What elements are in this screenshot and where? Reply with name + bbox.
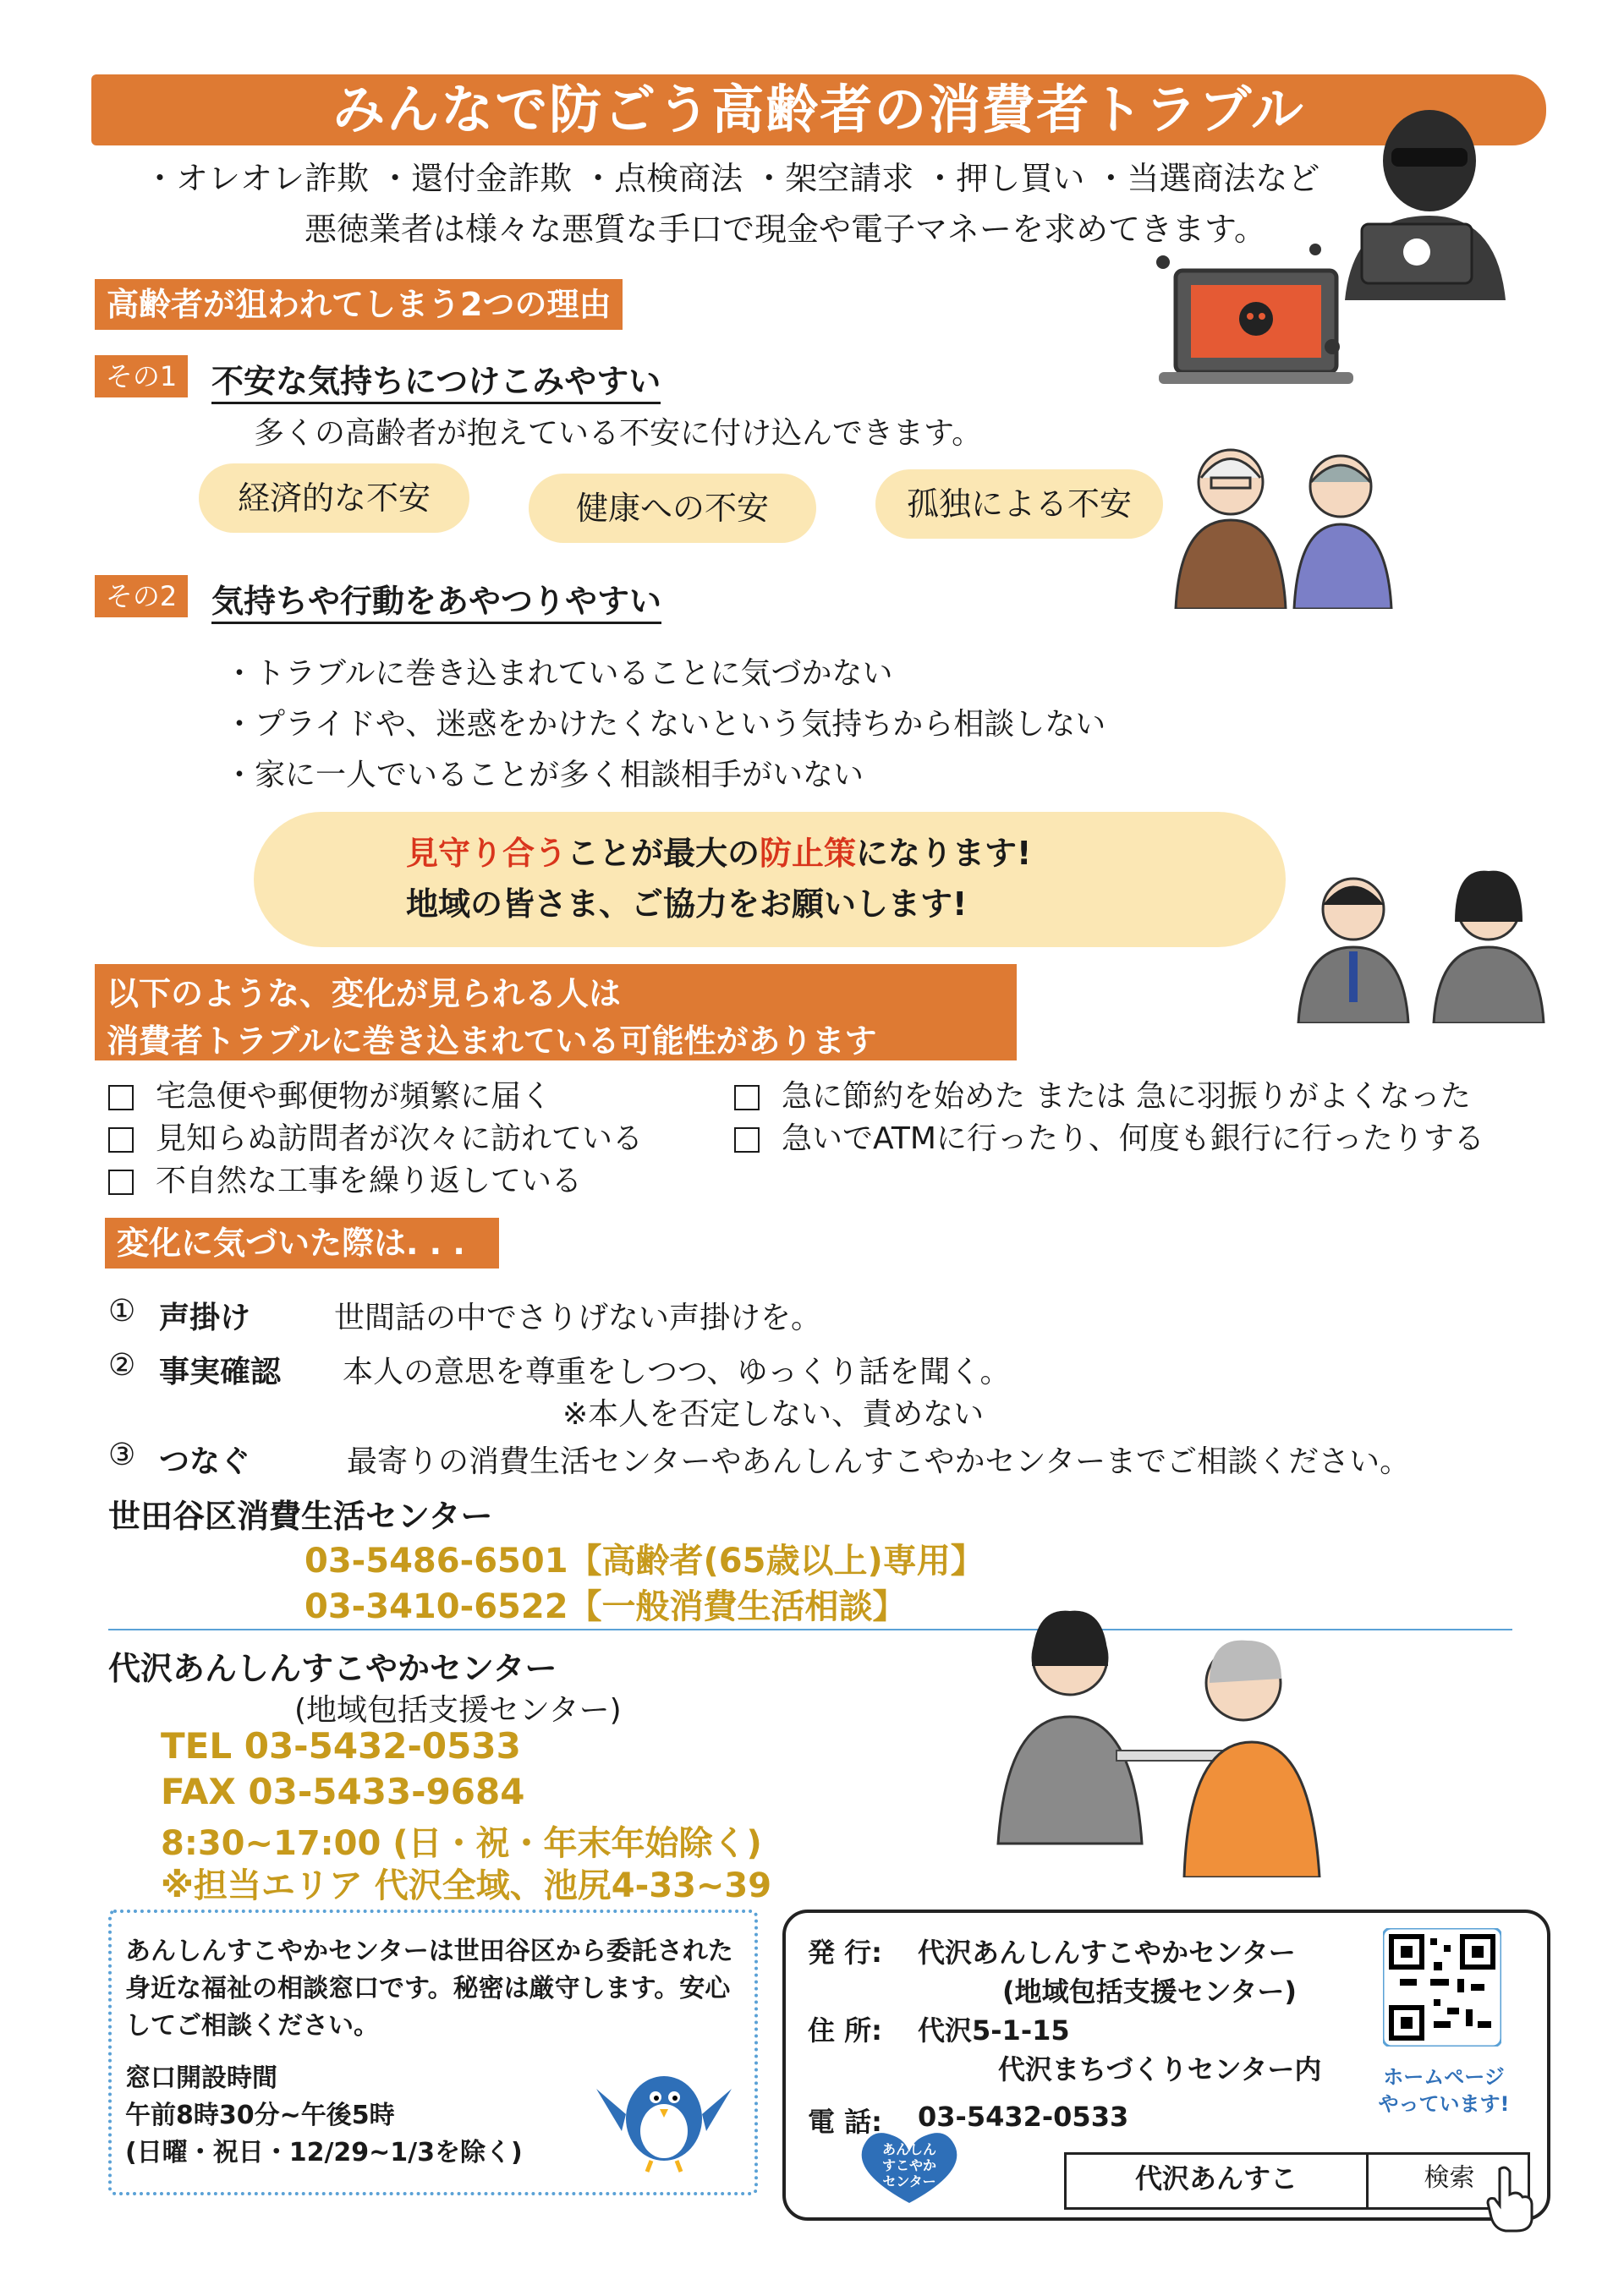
homepage-note: ホームページ やっています! (1378, 2065, 1510, 2116)
sign-item: 見知らぬ訪問者が次々に訪れている (108, 1115, 643, 1158)
appeal-emphasis-prevention: 防止策 (760, 835, 857, 872)
address-label: 住 所: (808, 2014, 882, 2047)
staff-illustration (1286, 863, 1556, 1023)
sign-item: 急いでATMに行ったり、何度も銀行に行ったりする (734, 1115, 1484, 1158)
consumer-center-phone: 03-3410-6522【一般消費生活相談】 (304, 1587, 907, 1626)
search-button[interactable]: 検索 (1366, 2152, 1530, 2210)
anxiety-bubble-health: 健康への不安 (529, 474, 816, 543)
ansuko-hours: 8:30~17:00 (日・祝・年末年始除く) (161, 1824, 762, 1863)
info-closed-days: (日曜・祝日・12/29~1/3を除く) (125, 2138, 523, 2167)
actions-heading: 変化に気づいた際は. . . (105, 1218, 499, 1269)
consultation-illustration (981, 1590, 1336, 1877)
signs-heading-line2: 消費者トラブルに巻き込まれている可能性があります (107, 1022, 877, 1060)
scam-list: ・オレオレ詐欺 ・還付金詐欺 ・点検商法 ・架空請求 ・押し買い ・当選商法など (144, 160, 1320, 197)
checkbox-icon (108, 1170, 134, 1195)
signs-heading-line1: 以下のような、変化が見られる人は (107, 975, 622, 1012)
appeal-emphasis-watch: 見守り合う (406, 835, 568, 872)
ansuko-name: 代沢あんしんすこやかセンター (108, 1650, 557, 1687)
issuer-label: 発 行: (808, 1937, 882, 1969)
consumer-center-phone: 03-5486-6501【高齢者(65歳以上)専用】 (304, 1542, 985, 1581)
search-input[interactable]: 代沢あんすこ (1134, 2162, 1298, 2195)
checkbox-icon (734, 1085, 760, 1110)
sign-item: 不自然な工事を繰り返している (108, 1157, 582, 1200)
info-description: あんしんすこやかセンターは世田谷区から委託された身近な福祉の相談窓口です。秘密は厳守します。安心してご相談ください。 (125, 1937, 733, 2041)
ansuko-fax: FAX 03-5433-9684 (161, 1771, 525, 1812)
consumer-center-name: 世田谷区消費生活センター (108, 1498, 493, 1535)
anxiety-bubble-economic: 経済的な不安 (199, 463, 469, 533)
phone-label: 電 話: (808, 2106, 882, 2138)
bird-mascot-icon (592, 2047, 736, 2173)
elderly-couple-illustration (1167, 440, 1396, 609)
reason2-tag: その2 (95, 575, 188, 617)
reason1-desc: 多くの高齢者が抱えている不安に付け込んできます。 (254, 416, 983, 451)
publisher-phone: 03-5432-0533 (918, 2101, 1129, 2133)
reason2-item: ・トラブルに巻き込まれていることに気づかない (224, 656, 893, 691)
reason1-title: 不安な気持ちにつけこみやすい (211, 355, 661, 404)
action-step-text: 世間話の中でさりげない声掛けを。 (334, 1301, 822, 1335)
address-sub: 代沢まちづくりセンター内 (998, 2053, 1322, 2085)
reason2-title: 気持ちや行動をあやつりやすい (211, 575, 661, 624)
action-step-number: ① (108, 1294, 136, 1329)
issuer-sub: (地域包括支援センター) (1002, 1975, 1297, 2008)
anxiety-bubble-loneliness: 孤独による不安 (875, 469, 1163, 539)
issuer: 代沢あんしんすこやかセンター (918, 1937, 1296, 1969)
page-title: みんなで防ごう高齢者の消費者トラブル (332, 79, 1305, 140)
info-hours-title: 窓口開設時間 (125, 2063, 277, 2093)
ansuko-area: ※担当エリア 代沢全域、池尻4-33~39 (161, 1866, 772, 1905)
sign-item: 宅急便や郵便物が頻繁に届く (108, 1072, 551, 1115)
checkbox-icon (734, 1127, 760, 1153)
action-step-number: ③ (108, 1438, 136, 1472)
logo-text: あんしん すこやか センター (881, 2141, 936, 2189)
address: 代沢5-1-15 (918, 2014, 1070, 2047)
appeal-line2: 地域の皆さま、ご協力をお願いします! (406, 885, 968, 923)
action-step-number: ② (108, 1348, 136, 1383)
ansuko-subname: (地域包括支援センター) (294, 1693, 622, 1728)
reason1-tag: その1 (95, 355, 188, 397)
pointer-hand-icon (1484, 2165, 1535, 2233)
reasons-heading: 高齢者が狙われてしまう2つの理由 (95, 279, 623, 330)
action-step-text: 本人の意思を尊重をしつつ、ゆっくり話を聞く。 (343, 1355, 1011, 1389)
checkbox-icon (108, 1085, 134, 1110)
reason2-item: ・家に一人でいることが多く相談相手がいない (224, 758, 864, 792)
checkbox-icon (108, 1127, 134, 1153)
ansuko-tel: TEL 03-5432-0533 (161, 1725, 521, 1767)
intro-text: 悪徳業者は様々な悪質な手口で現金や電子マネーを求めてきます。 (304, 211, 1266, 248)
action-step-label: 声掛け (159, 1301, 251, 1335)
hacker-illustration (1150, 97, 1506, 402)
qr-code-icon[interactable] (1383, 1928, 1501, 2047)
action-step-label: つなぐ (159, 1444, 251, 1479)
appeal-line1: 見守り合うことが最大の防止策になります! (406, 835, 1032, 872)
reason2-item: ・プライドや、迷惑をかけたくないという気持ちから相談しない (224, 707, 1106, 742)
info-hours: 午前8時30分~午後5時 (125, 2101, 395, 2130)
action-note: ※本人を否定しない、責めない (562, 1397, 985, 1432)
action-step-label: 事実確認 (159, 1355, 282, 1389)
sign-item: 急に節約を始めた または 急に羽振りがよくなった (734, 1072, 1471, 1115)
action-step-text: 最寄りの消費生活センターやあんしんすこやかセンターまでご相談ください。 (347, 1444, 1411, 1479)
